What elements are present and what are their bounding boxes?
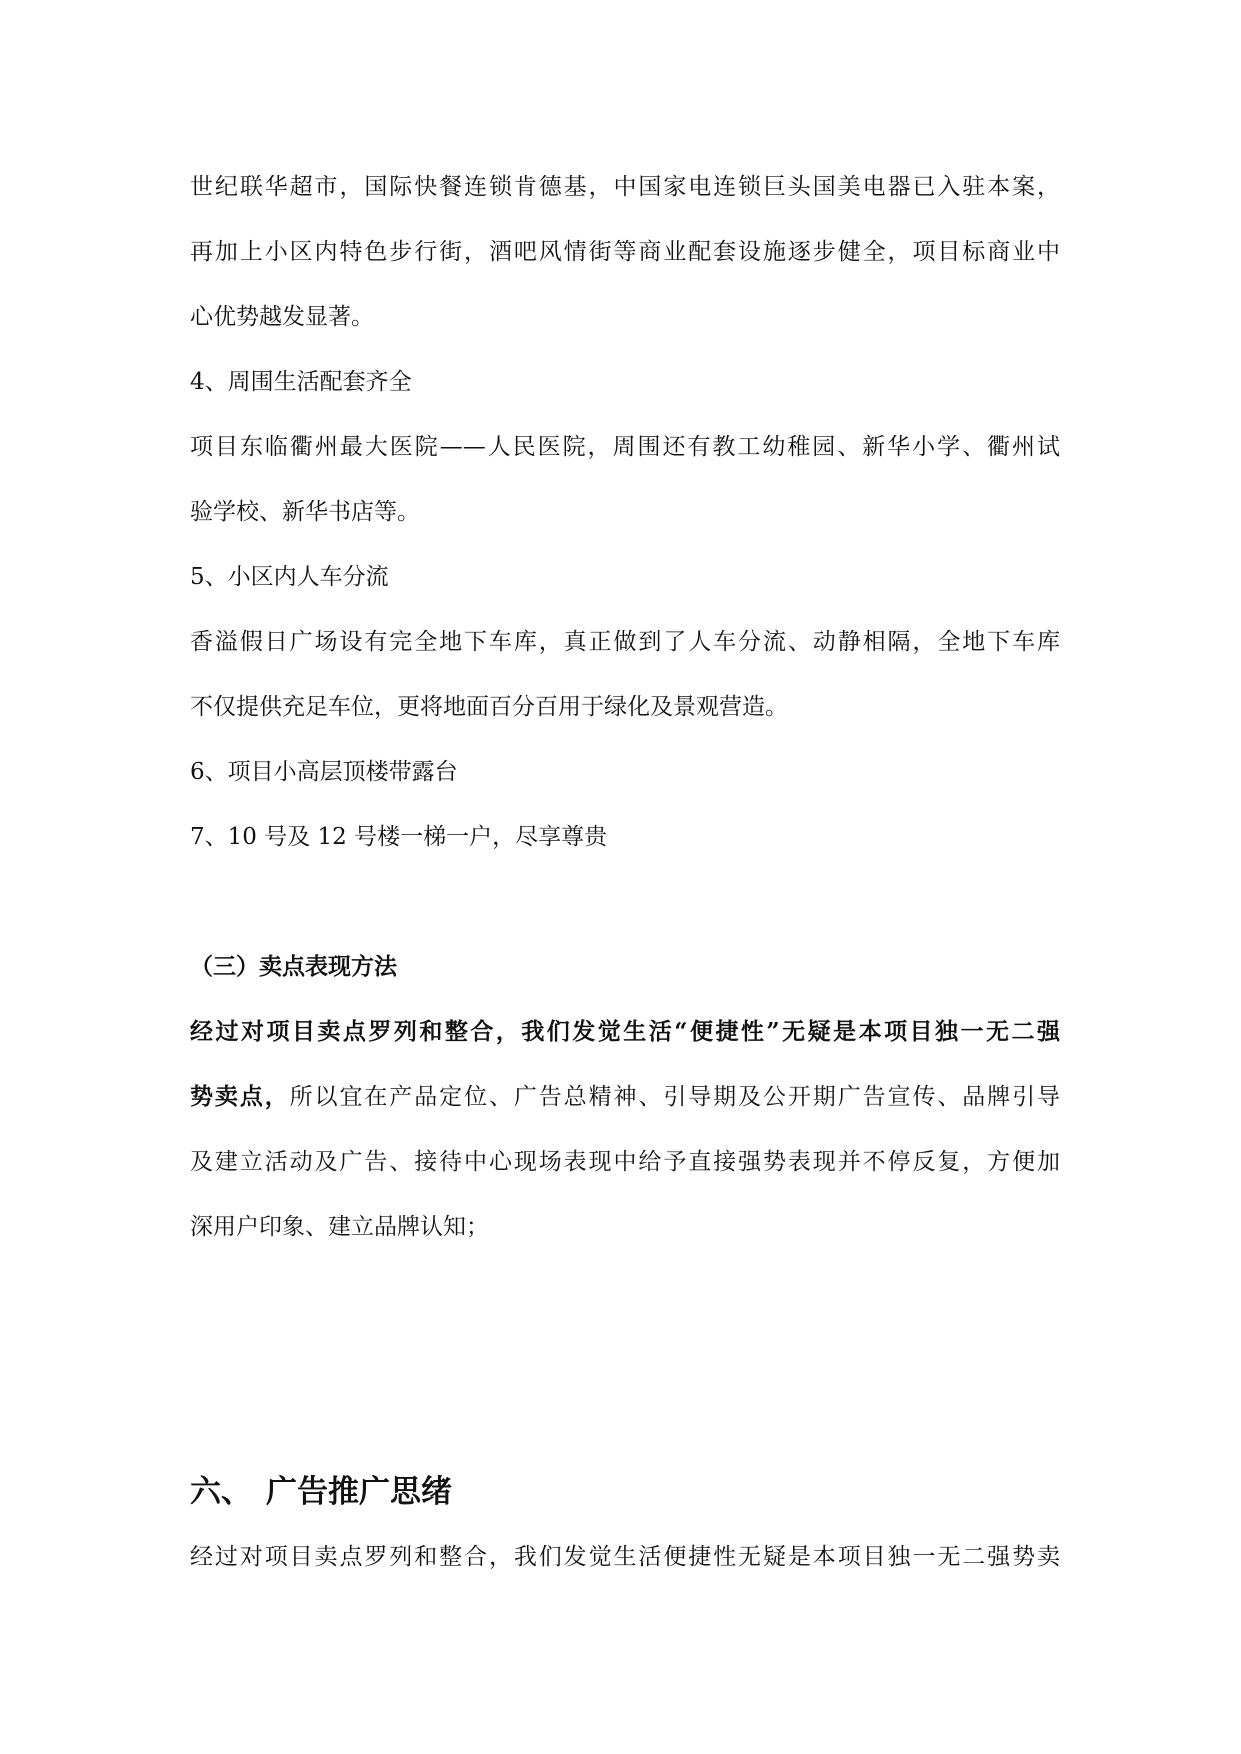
paragraph-text: 所以宜在产品定位、广告总精神、引导期及公开期广告宣传、品牌引导	[289, 1084, 1060, 1110]
paragraph-line: 及建立活动及广告、接待中心现场表现中给予直接强势表现并不停反复，方便加	[190, 1149, 1060, 1175]
paragraph-line	[190, 1080, 1060, 1114]
section-title: （三）卖点表现方法	[190, 953, 397, 980]
paragraph-line: 再加上小区内特色步行街，酒吧风情街等商业配套设施逐步健全，项目标商业中	[190, 239, 1060, 265]
paragraph-line: 经过对项目卖点罗列和整合，我们发觉生活便捷性无疑是本项目独一无二强势卖	[190, 1544, 1060, 1570]
paragraph-line: 验学校、新华书店等。	[190, 499, 420, 525]
item-title-4: 4、周围生活配套齐全	[190, 369, 412, 395]
item-title-7: 7、10 号及 12 号楼一梯一户，尽享尊贵	[190, 824, 608, 850]
paragraph-line: 不仅提供充足车位，更将地面百分百用于绿化及景观营造。	[190, 694, 788, 720]
chapter-title: 广告推广思绪	[266, 1474, 452, 1510]
paragraph-line: 世纪联华超市，国际快餐连锁肯德基，中国家电连锁巨头国美电器已入驻本案，	[190, 174, 1060, 200]
emphasis-text: 势卖点，	[190, 1083, 290, 1110]
paragraph-line: 香溢假日广场设有完全地下车库，真正做到了人车分流、动静相隔，全地下车库	[190, 629, 1060, 655]
paragraph-line: 经过对项目卖点罗列和整合，我们发觉生活“便捷性”无疑是本项目独一无二强	[190, 1018, 1060, 1045]
paragraph-line: 深用户印象、建立品牌认知；	[190, 1214, 489, 1240]
item-title-5: 5、小区内人车分流	[190, 564, 389, 590]
chapter-number: 六、	[190, 1474, 252, 1510]
paragraph-line: 心优势越发显著。	[190, 304, 374, 330]
item-title-6: 6、项目小高层顶楼带露台	[190, 759, 458, 785]
chapter-heading	[190, 1470, 452, 1514]
paragraph-line: 项目东临衢州最大医院——人民医院，周围还有教工幼稚园、新华小学、衢州试	[190, 434, 1060, 460]
